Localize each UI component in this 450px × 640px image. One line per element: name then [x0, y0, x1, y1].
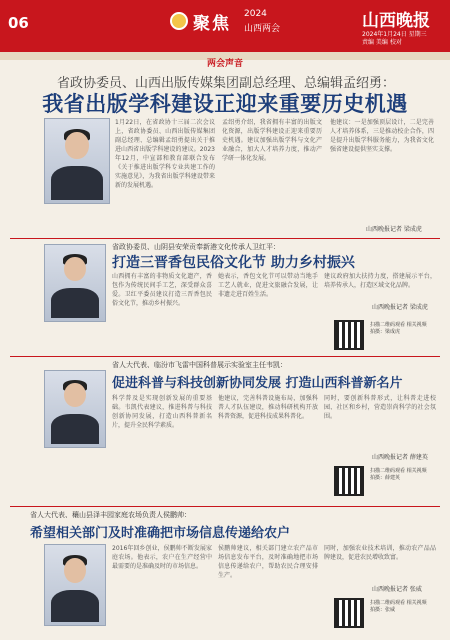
story3-photo: [44, 370, 106, 448]
lead-headline: 我省出版学科建设正迎来重要历史机遇: [42, 91, 408, 116]
story3-byline: 山西晚报记者 薛建英: [372, 454, 428, 461]
story4-kicker: 省人大代表、穰山县泽丰园家庭农场负责人侯鹏帅：: [30, 511, 191, 519]
story2-qr-caption: 扫描二维码观看 相关视频 拍摄：梁成虎: [370, 322, 427, 335]
story4-headline: 希望相关部门及时准确把市场信息传递给农户: [30, 526, 291, 541]
story2-text-col3: 建议政府加大扶持力度，搭建展示平台，培养传承人，打造区域文化品牌。: [324, 273, 436, 289]
paper-editor: 责编 美编 校对: [362, 39, 402, 46]
story3-headline: 促进科普与科技创新协同发展 打造山西科普新名片: [112, 376, 403, 391]
emblem-icon: [170, 12, 188, 30]
section-title: 两会声音: [206, 59, 243, 69]
paper-name: 山西晚报: [362, 11, 430, 31]
lead-byline: 山西晚报记者 梁成虎: [366, 226, 422, 233]
divider: [10, 238, 440, 239]
story3-qr-caption: 扫描二维码观看 相关视频 拍摄：薛建英: [370, 468, 427, 481]
lead-photo: [44, 118, 110, 204]
story3-text-col1: 科学普及是实现创新发展的重要基础。韦凯代表建议，推进科普与科技创新协同发展，打造山西科普新名片，提升全民科学素质。: [112, 395, 212, 429]
story3-kicker: 省人大代表、临汾市飞雷中国科普展示实验室主任韦凯：: [112, 361, 287, 369]
story4-byline: 山西晚报记者 张威: [372, 586, 422, 593]
lead-kicker: 省政协委员、山西出版传媒集团副总经理、总编辑孟绍勇：: [56, 76, 395, 91]
lead-text-col3: 他建议：一是加强顶层设计，二是完善人才培养体系，三是推动校企合作，四是提升出版学科服务能力，为我省文化强省建设提供坚实支撑。: [330, 119, 434, 153]
lead-text-col1: 1月22日，在省政协十三届二次会议上，省政协委员、山西出版传媒集团副总经理、总编辑孟绍勇提出关于推进山西省出版学科建设的建议。2023年12月，中宣部和教育部联合发布《关于推进出版学科专业共建工作的实施意见》，为我省出版学科建设带来新的发展机遇。: [115, 119, 215, 189]
story3-text-col2: 他建议，完善科普设施布局，加强科普人才队伍建设，推动科研机构开放科普资源，促进科技成果科普化。: [218, 395, 318, 420]
story4-text-col1: 2016年回乡创业，侯鹏帅不断发展家庭农场。他表示，农户在生产经营中最需要的是准确及时的市场信息。: [112, 545, 212, 570]
story2-headline: 打造三晋香包民俗文化节 助力乡村振兴: [112, 255, 355, 271]
masthead: [0, 0, 450, 52]
story2-kicker: 省政协委员、山阴县安荣贡奉新港文化传承人卫红平：: [112, 243, 280, 251]
lead-text-col2: 孟绍勇介绍，我省拥有丰富的出版文化资源，出版学科建设正迎来重要历史机遇。建议加强出版学科与文化产业融合，加大人才培养力度，推动产学研一体化发展。: [222, 119, 322, 162]
story4-qr-code[interactable]: [334, 598, 364, 628]
story4-text-col3: 同时，加强农业技术培训，推动农产品品牌建设，促进农民增收致富。: [324, 545, 436, 561]
story2-text-col2: 她表示，香包文化节可以带动当地手工艺人就业，促进文旅融合发展，让非遗走进百姓生活。: [218, 273, 318, 298]
story2-photo: [44, 244, 106, 322]
edition-title: 聚焦: [193, 14, 231, 34]
edition-subtitle: 山西两会: [244, 24, 281, 34]
story2-byline: 山西晚报记者 梁成虎: [372, 304, 428, 311]
story4-text-col2: 侯鹏帅建议，相关部门建立农产品市场信息发布平台，及时准确地把市场信息传递给农户，帮助农民合理安排生产。: [218, 545, 318, 579]
story3-text-col3: 同时，要创新科普形式，让科普走进校园、社区和乡村，营造崇尚科学的社会氛围。: [324, 395, 436, 420]
story2-qr-code[interactable]: [334, 320, 364, 350]
divider: [10, 356, 440, 357]
story4-qr-caption: 扫描二维码观看 相关视频 拍摄：张威: [370, 600, 427, 613]
divider: [10, 506, 440, 507]
edition-year: 2024: [244, 9, 267, 19]
page-number: 06: [8, 14, 29, 32]
story2-text-col1: 山西拥有丰富的非物质文化遗产，香包作为传统民间手工艺，深受群众喜爱。卫红平委员建议打造三晋香包民俗文化节，推动乡村振兴。: [112, 273, 212, 307]
story4-photo: [44, 544, 106, 626]
story3-qr-code[interactable]: [334, 466, 364, 496]
paper-date: 2024年1月24日 星期三: [362, 31, 427, 38]
